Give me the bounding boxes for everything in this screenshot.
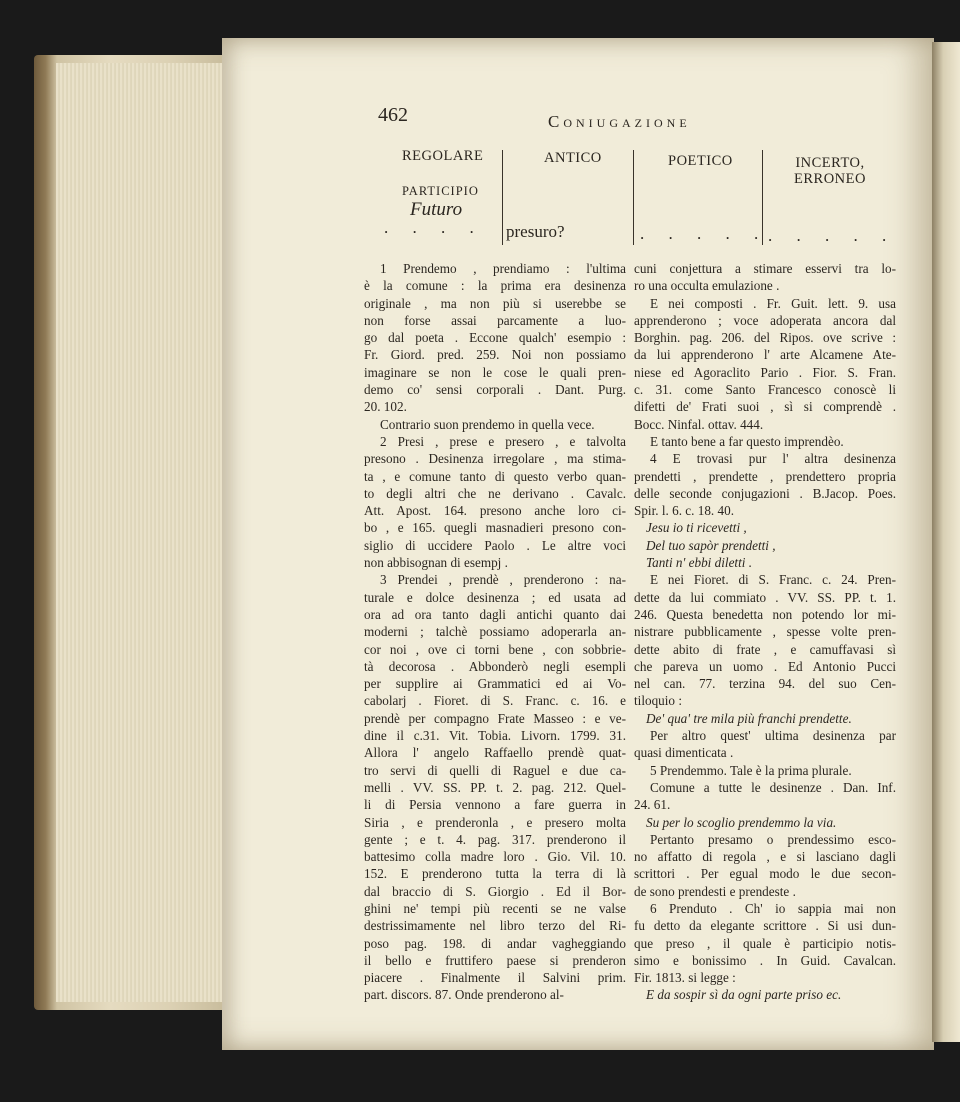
text-line: 246. Questa benedetta non potendo lor mi- [634,606,896,622]
text-line: il bello e fruttifero paese si prenderon [364,952,626,968]
text-line: apprenderono ; voce adoperata ancora dal [634,312,896,328]
text-line: Bocc. Ninfal. ottav. 444. [634,416,764,432]
text-line: destrissimamente nel libro terzo del Ri- [364,918,626,934]
text-line: bo , e 165. quegli masnadieri presono con- [364,520,626,536]
tense-label: Futuro [410,199,463,220]
dots-regolare: . . . . [384,218,484,237]
text-line: 6 Prenduto . Ch' io sappia mai non [650,900,896,916]
text-line: Borghin. pag. 206. del Ripos. ove scrive : [634,330,896,346]
text-line: imaginare se non le cose le quali pren- [364,364,626,380]
text-line: originale , ma non più si userebbe se [364,295,626,311]
text-line: ta , e comune tanto di questo verbo quan- [364,468,626,484]
right-text-column [634,260,896,1004]
text-line: dine il c.31. Vit. Tobia. Livorn. 1799. 31. [364,728,626,744]
header-poetico: POETICO [668,153,733,169]
text-line: Allora l' angelo Raffaello prendè quat- [364,745,626,761]
text-line: 1 Prendemo , prendiamo : l'ultima [380,261,626,276]
text-line: fu detto da elegante scrittore . Si usi dun- [634,918,896,934]
text-line: Fir. 1813. si legge : [634,970,736,986]
text-line: gente ; e t. 4. pag. 317. prenderono il [364,831,626,847]
text-line: tà decorosa . Abbonderò negli esempli [364,658,626,674]
text-line: ro una occulta emulazione . [634,278,780,294]
text-line: Del tuo sapòr prendetti , [646,537,776,553]
text-line: cabolarj . Fioret. di S. Franc. c. 16. e [364,693,626,709]
text-line: Att. Apost. 164. presono anche loro ci- [364,503,626,519]
antico-value: presuro? [506,222,565,241]
text-line: quasi dimenticata . [634,745,734,761]
text-line: E nei composti . Fr. Guit. lett. 9. usa [650,295,896,311]
text-line: turale e dolce desinenza ; ed usata ad [364,589,626,605]
text-line: siglio di uccidere Paolo . Le altre voci [364,537,626,553]
text-line: 4 E trovasi pur l' altra desinenza [650,451,896,467]
text-line: tiloquio : [634,693,682,709]
text-line: melli . VV. SS. PP. t. 2. pag. 212. Quel- [364,779,626,795]
text-line: delle seconde conjugazioni . B.Jacop. Poes. [634,485,896,501]
text-line: battesimo colla madre loro . Gio. Vil. 10. [364,849,626,865]
table-divider [502,150,503,245]
text-line: Fr. Giord. pred. 259. Noi non possiamo [364,347,626,363]
table-divider [633,150,634,245]
text-line: cuni conjettura a stimare esservi tra lo- [634,261,896,276]
text-line: no affatto di regola , e si lasciano dagli [634,849,896,865]
text-line: tro servi di quelli di Raguel e due ca- [364,762,626,778]
text-line: que preso , il quale è participio notis- [634,935,896,951]
text-line: Siria , e prenderonla , e presero molta [364,814,626,830]
text-line: moderni ; talchè possiamo adoperarla an- [364,624,626,640]
text-line: che pareva un uomo . Ed Antonio Pucci [634,658,896,674]
text-line: Su per lo scoglio prendemmo la via. [646,814,837,830]
text-line: Tanti n' ebbi diletti . [646,555,753,571]
text-line: E tanto bene a far questo imprendèo. [650,433,844,449]
text-line: demo co' sensi corporali . Dant. Purg. [364,382,626,398]
running-head: Coniugazione [548,112,691,131]
text-line: è la comune : la prima era desinenza [364,278,626,294]
text-line: Per altro quest' ultima desinenza par [650,728,896,744]
text-line: non abbisognan di esempj . [364,555,508,571]
header-regolare: REGOLARE [402,148,484,164]
text-line: part. discors. 87. Onde prenderono al- [364,987,564,1003]
text-line: dette abito di frate , e camuffavasi sì [634,641,896,657]
text-line: presono . Desinenza irregolare , ma stima- [364,451,626,467]
text-line: non forse assai parcamente a luo- [364,312,626,328]
participio-label: PARTICIPIO [402,184,479,198]
text-line: niese ed Agoraclito Pario . Fior. S. Fran. [634,364,896,380]
text-line: Contrario suon prendemo in quella vece. [380,416,595,432]
text-line: Jesu io ti ricevetti , [646,520,747,536]
text-line: cor noi , ove ci torni bene , con sobbrie- [364,641,626,657]
text-line: nistrare pubblicamente , spesse volte pren- [634,624,896,640]
text-line: ghini ne' tempi più recenti se ne valse [364,900,626,916]
text-line: c. 31. come Santo Francesco conoscè li [634,382,896,398]
text-line: li di Persia vennono a fare guerra in [364,797,626,813]
text-line: 20. 102. [364,399,407,415]
text-line: to degli altri che ne derivano . Cavalc. [364,485,626,501]
text-line: 24. 61. [634,797,671,813]
text-line: difetti de' Frati suoi , sì si comprendè . [634,399,896,415]
text-line: E nei Fioret. di S. Franc. c. 24. Pren- [650,572,896,588]
text-line: per supplire ai Grammatici ed ai Vo- [364,676,626,692]
left-text-column [364,260,626,1004]
text-line: ora ad ora tanto dagli antichi quanto dai [364,606,626,622]
text-line: nel can. 77. terzina 94. del suo Cen- [634,676,896,692]
dots-incerto: . . . . . [768,226,897,245]
text-line: 152. E prenderono tutta la terra di là [364,866,626,882]
facing-page-edge [932,42,960,1042]
text-line: dal braccio di S. Giorgio . Ed il Bor- [364,883,626,899]
text-line: De' qua' tre mila più franchi prendette. [646,710,852,726]
text-line: 2 Presi , prese e presero , e talvolta [380,433,626,449]
text-line: Spir. l. 6. c. 18. 40. [634,503,735,519]
text-line: 3 Prendei , prendè , prenderono : na- [380,572,626,588]
text-line: prendè per compagno Frate Masseo : e ve- [364,710,626,726]
text-line: Comune a tutte le desinenze . Dan. Inf. [650,779,896,795]
text-line: dette da lui commiato . VV. SS. PP. t. 1. [634,589,896,605]
header-antico: ANTICO [544,150,602,166]
text-line: scrittori . Per egual modo le due secon- [634,866,896,882]
header-incerto: INCERTO, ERRONEO [794,155,866,187]
text-line: E da sospir sì da ogni parte priso ec. [646,987,842,1003]
dots-poetico: . . . . . [640,224,769,243]
text-line: go dal poeta . Eccone qualch' esempio : [364,330,626,346]
text-line: piacere . Finalmente il Salvini prim. [364,970,626,986]
text-line: simo e bonissimo . In Guid. Cavalcan. [634,952,896,968]
text-line: poso pag. 198. di andar vagheggiando [364,935,626,951]
text-line: Pertanto presamo o prendessimo esco- [650,831,896,847]
text-line: prendetti , prendette , prendettero propria [634,468,896,484]
page-number: 462 [378,104,408,126]
page-block-edge [34,55,226,1010]
text-line: da lui apprenderono l' arte Alcamene Ate- [634,347,896,363]
text-line: de sono prendesti e prendeste . [634,883,796,899]
text-line: 5 Prendemmo. Tale è la prima plurale. [650,762,852,778]
